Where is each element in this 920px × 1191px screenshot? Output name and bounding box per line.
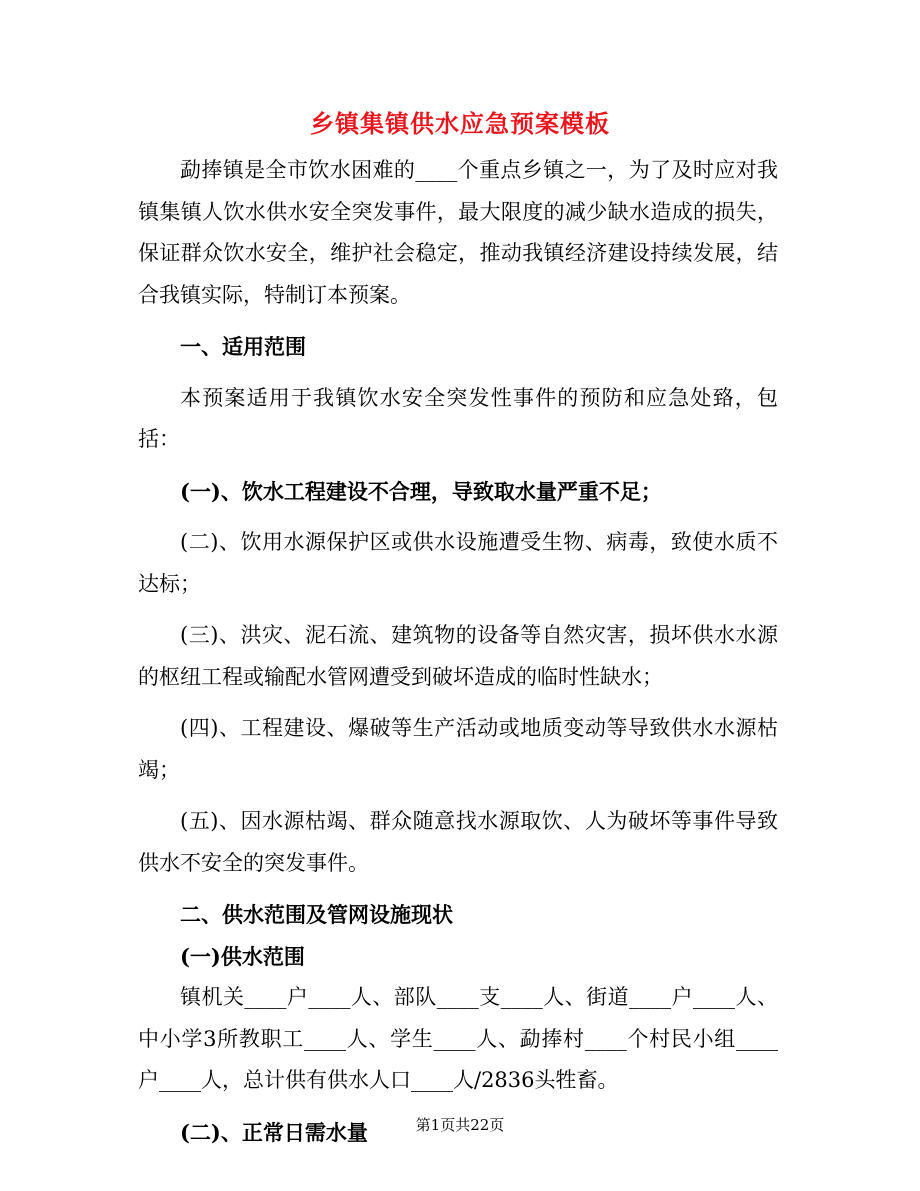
subsection-heading-range: (一)供水范围 bbox=[180, 943, 305, 969]
section-heading-supply: 二、供水范围及管网设施现状 bbox=[180, 902, 453, 927]
document-title: 乡镇集镇供水应急预案模板 bbox=[310, 109, 610, 138]
intro-paragraph: 勐捧镇是全市饮水困难的____个重点乡镇之一，为了及时应对我镇集镇人饮水供水安全突发事件，最大限度的减少缺水造成的损失，保证群众饮水安全，维护社会稳定，推动我镇经济建设持续发展，结合我镇实际，特制订本预案。 bbox=[138, 158, 778, 307]
list-item-2: (二)、饮用水源保护区或供水设施遭受生物、病毒，致使水质不达标； bbox=[138, 530, 778, 596]
subsection-heading-daily-demand: (二)、正常日需水量 bbox=[180, 1119, 368, 1145]
scope-paragraph: 本预案适用于我镇饮水安全突发性事件的预防和应急处臵，包括： bbox=[138, 385, 778, 451]
list-item-3: (三)、洪灾、泥石流、建筑物的设备等自然灾害，损坏供水水源的枢纽工程或输配水管网遭受到破坏造成的临时性缺水； bbox=[138, 623, 778, 689]
document-body bbox=[138, 150, 778, 1153]
page-number: 第1页共22页 bbox=[415, 1116, 505, 1134]
list-item-4: (四)、工程建设、爆破等生产活动或地质变动等导致供水水源枯竭； bbox=[138, 716, 778, 782]
list-item-1: (一)、饮水工程建设不合理，导致取水量严重不足； bbox=[180, 478, 662, 504]
list-item-5: (五)、因水源枯竭、群众随意找水源取饮、人为破坏等事件导致供水不安全的突发事件。 bbox=[138, 809, 778, 875]
section-heading-scope: 一、适用范围 bbox=[180, 334, 306, 359]
supply-range-paragraph: 镇机关____户____人、部队____支____人、街道____户____人、中小学3所教职工____人、学生____人、勐捧村____个村民小组____户____人，总计供有供水人口____人/2836头牲畜。 bbox=[138, 985, 778, 1092]
